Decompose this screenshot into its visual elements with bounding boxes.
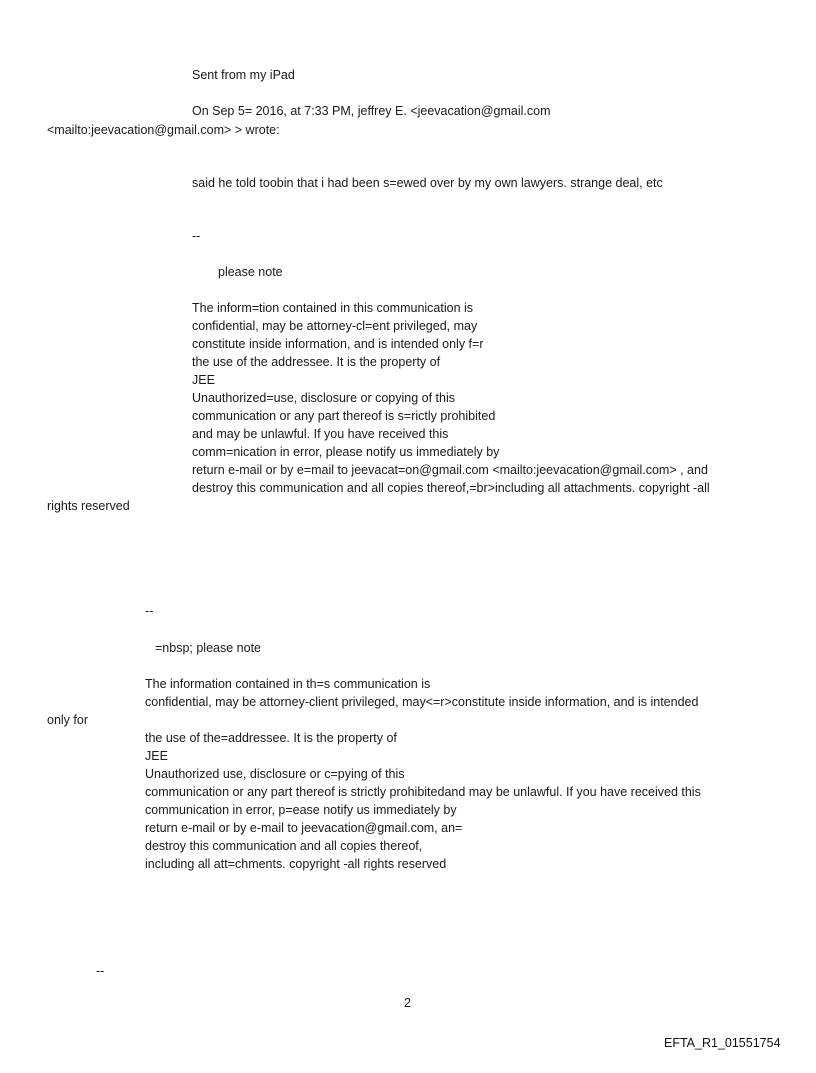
notice-line: The information contained in th=s communication is (145, 677, 431, 691)
please-note-label: please note (218, 265, 283, 279)
notice-line: comm=nication in error, please notify us immediately by (192, 445, 500, 459)
notice-line: rights reserved (47, 499, 130, 513)
notice-line: return e-mail or by e=mail to jeevacat=on@gmail.com <mailto:jeevacation@gmail.com> , and (192, 463, 708, 477)
notice-line: confidential, may be attorney-cl=ent privileged, may (192, 319, 478, 333)
notice-line: communication or any part thereof is s=rictly prohibited (192, 409, 496, 423)
document-id: EFTA_R1_01551754 (664, 1036, 781, 1050)
notice-line: communication in error, p=ease notify us immediately by (145, 803, 457, 817)
notice-line: only for (47, 713, 88, 727)
notice-line: JEE (145, 749, 168, 763)
notice-line: confidential, may be attorney-client privileged, may<=r>constitute inside information, and is intended (145, 695, 699, 709)
page-number: 2 (404, 996, 411, 1010)
notice-line: communication or any part thereof is strictly prohibitedand may be unlawful. If you have received this (145, 785, 701, 799)
notice-line: the use of the=addressee. It is the property of (145, 731, 397, 745)
wrote-line-1: On Sep 5= 2016, at 7:33 PM, jeffrey E. <jeevacation@gmail.com (192, 104, 551, 118)
sent-from-line: Sent from my iPad (192, 68, 295, 82)
notice-line: destroy this communication and all copies thereof, (145, 839, 423, 853)
signature-separator: -- (192, 229, 201, 243)
wrote-line-2: <mailto:jeevacation@gmail.com> > wrote: (47, 123, 280, 137)
notice-line: the use of the addressee. It is the property of (192, 355, 441, 369)
notice-line: return e-mail or by e-mail to jeevacation@gmail.com, an= (145, 821, 463, 835)
notice-line: destroy this communication and all copies thereof,=br>including all attachments. copyright -all (192, 481, 710, 495)
signature-separator: -- (145, 604, 154, 618)
message-body: said he told toobin that i had been s=ewed over by my own lawyers. strange deal, etc (192, 176, 663, 190)
notice-line: The inform=tion contained in this communication is (192, 301, 474, 315)
notice-line: Unauthorized=use, disclosure or copying of this (192, 391, 455, 405)
notice-line: constitute inside information, and is intended only f=r (192, 337, 484, 351)
please-note-label: =nbsp; please note (155, 641, 261, 655)
notice-line: and may be unlawful. If you have received this (192, 427, 449, 441)
notice-line: including all att=chments. copyright -all rights reserved (145, 857, 447, 871)
signature-separator: -- (96, 964, 105, 978)
notice-line: Unauthorized use, disclosure or c=pying of this (145, 767, 405, 781)
notice-line: JEE (192, 373, 215, 387)
